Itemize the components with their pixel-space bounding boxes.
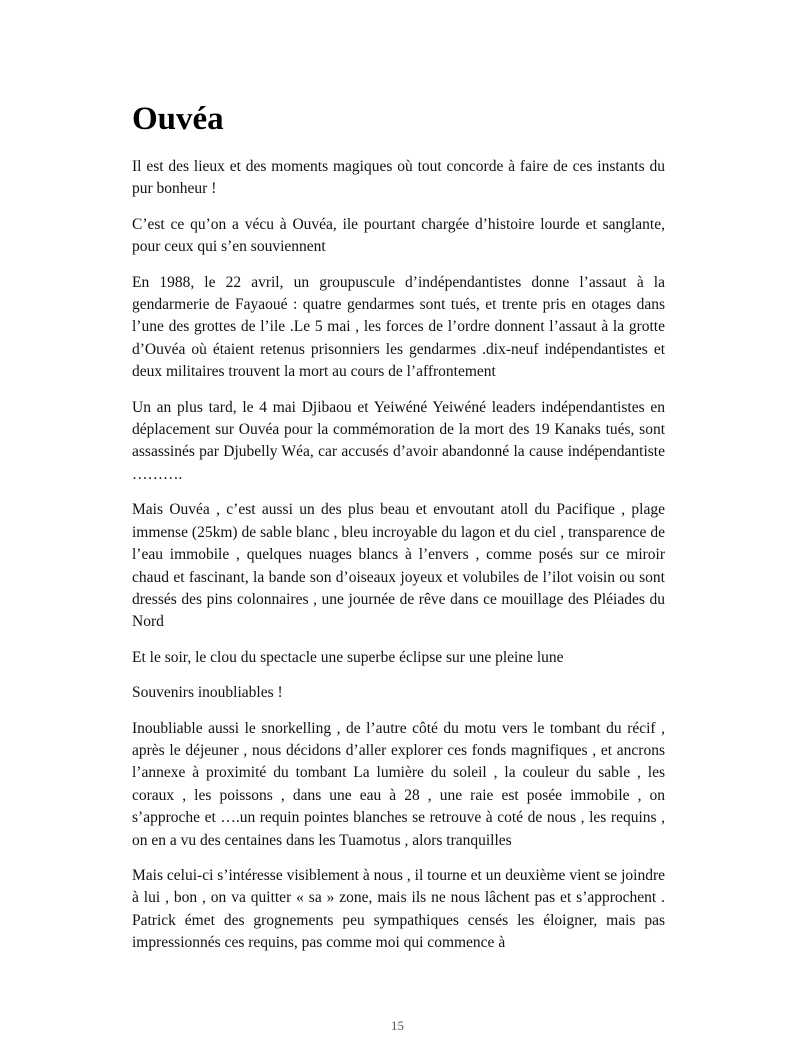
paragraph: Et le soir, le clou du spectacle une superbe éclipse sur une pleine lune (132, 648, 564, 666)
paragraph: Mais Ouvéa , c’est aussi un des plus beau et envoutant atoll du Pacifique , plage immense (25km) de sable blanc , bleu incroyable du lagon et du ciel , transparence de l’eau immobile , quelques nuages blancs à l’envers , comme posés sur ce miroir chaud et fascinant, la bande son d’oiseaux joyeux et volubiles de l’ilot voisin ou sont dressés des pins colonnaires , une journée de rêve dans ce mouillage des Pléiades du Nord (132, 501, 665, 631)
paragraph: Un an plus tard, le 4 mai Djibaou et Yeiwéné Yeiwéné leaders indépendantistes en déplacement sur Ouvéa pour la commémoration de la mort des 19 Kanaks tués, sont assassinés par Djubelly Wéa, car accusés d’avoir abandonné la cause indépendantiste ………. (132, 398, 665, 483)
page-title: Ouvéa (132, 101, 224, 137)
paragraph: Il est des lieux et des moments magiques où tout concorde à faire de ces instants du pur bonheur ! (132, 158, 665, 198)
paragraph: C’est ce qu’on a vécu à Ouvéa, ile pourtant chargée d’histoire lourde et sanglante, pour ceux qui s’en souviennent (132, 215, 665, 256)
paragraph: Souvenirs inoubliables ! (132, 684, 283, 702)
document-body (132, 156, 665, 968)
document-page (132, 0, 665, 1063)
page-number: 15 (391, 1018, 404, 1033)
paragraph: En 1988, le 22 avril, un groupuscule d’indépendantistes donne l’assaut à la gendarmerie de Fayaoué : quatre gendarmes sont tués, et trente pris en otages dans l’une des grottes de l’ile .Le 5 mai , les forces de l’ordre donnent l’assaut à la grotte d’Ouvéa où étaient retenus prisonniers les gendarmes .dix-neuf indépendantistes et deux militaires trouvent la mort au cours de l’affrontement (132, 273, 665, 381)
paragraph: Inoubliable aussi le snorkelling , de l’autre côté du motu vers le tombant du récif , après le déjeuner , nous décidons d’aller explorer ces fonds magnifiques , et ancrons l’annexe à proximité du tombant La lumière du soleil , la couleur du sable , les coraux , les poissons , dans une eau à 28 , une raie est posée immobile , on s’approche et ….un requin pointes blanches se retrouve à coté de nous , les requins , on en a vu des centaines dans les Tuamotus , alors tranquilles (132, 719, 665, 849)
paragraph: Mais celui-ci s’intéresse visiblement à nous , il tourne et un deuxième vient se joindre à lui , bon , on va quitter « sa » zone, mais ils ne nous lâchent pas et s’approchent . Patrick émet des grognements peu sympathiques censés les éloigner, mais pas impressionnés ces requins, pas comme moi qui commence à (132, 866, 665, 952)
